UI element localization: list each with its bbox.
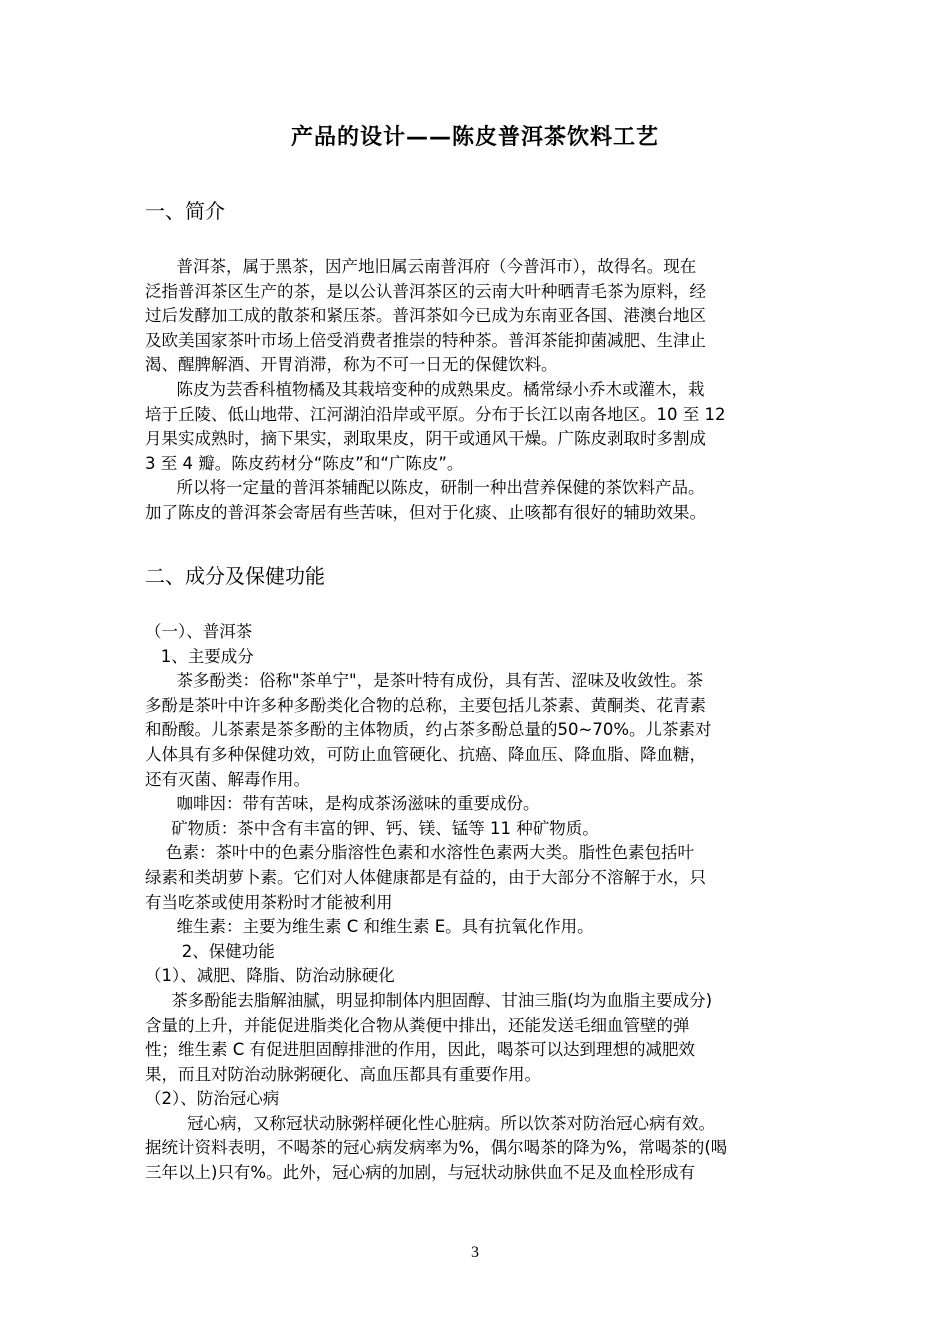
text-line: 色素：茶叶中的色素分脂溶性色素和水溶性色素两大类。脂性色素包括叶 — [145, 843, 694, 863]
ingredients-paragraphs — [145, 620, 805, 1186]
text-line: 果，而且对防治动脉粥硬化、高血压都具有重要作用。 — [145, 1064, 541, 1084]
text-line: 性；维生素 C 有促进胆固醇排泄的作用，因此，喝茶可以达到理想的减肥效 — [145, 1040, 696, 1060]
text-line: 还有灭菌、解毒作用。 — [145, 769, 310, 789]
text-line: 茶多酚能去脂解油腻，明显抑制体内胆固醇、甘油三脂(均为血脂主要成分) — [145, 990, 713, 1010]
text-line: 矿物质：茶中含有丰富的钾、钙、镁、锰等 11 种矿物质。 — [145, 818, 599, 838]
text-line: 有当吃茶或使用茶粉时才能被利用 — [145, 892, 393, 912]
section-heading-intro: 一、简介 — [145, 199, 225, 223]
text-line: 维生素：主要为维生素 C 和维生素 E。具有抗氧化作用。 — [145, 917, 594, 937]
text-line: 及欧美国家茶叶市场上倍受消费者推崇的特种茶。普洱茶能抑菌减肥、生津止 — [145, 330, 706, 350]
text-line: 三年以上)只有%。此外，冠心病的加剧，与冠状动脉供血不足及血栓形成有 — [145, 1163, 696, 1183]
subheading: 2、保健功能 — [145, 941, 275, 961]
page-number: 3 — [471, 1244, 479, 1261]
text-line: 月果实成熟时，摘下果实，剥取果皮，阴干或通风干燥。广陈皮剥取时多割成 — [145, 429, 706, 449]
text-line: 过后发酵加工成的散茶和紧压茶。普洱茶如今已成为东南亚各国、港澳台地区 — [145, 306, 706, 326]
text-line: 多酚是茶叶中许多种多酚类化合物的总称，主要包括儿茶素、黄酮类、花青素 — [145, 695, 706, 715]
text-line: 普洱茶，属于黑茶，因产地旧属云南普洱府（今普洱市），故得名。现在 — [145, 257, 697, 276]
text-line: 3 至 4 瓣。陈皮药材分“陈皮”和“广陈皮”。 — [145, 453, 464, 473]
intro-paragraphs — [145, 255, 805, 526]
subheading: （一）、普洱茶 — [145, 622, 253, 641]
text-line: 所以将一定量的普洱茶辅配以陈皮，研制一种出营养保健的茶饮料产品。 — [145, 478, 705, 498]
subheading: （2）、防治冠心病 — [145, 1089, 280, 1109]
text-line: 和酚酸。儿茶素是茶多酚的主体物质，约占茶多酚总量的50~70%。儿茶素对 — [145, 720, 712, 740]
text-line: 渴、醒脾解酒、开胃消滞，称为不可一日无的保健饮料。 — [145, 355, 558, 375]
subheading: （1）、减肥、降脂、防治动脉硬化 — [145, 966, 395, 986]
text-line: 陈皮为芸香科植物橘及其栽培变种的成熟果皮。橘常绿小乔木或灌木，栽 — [145, 379, 705, 399]
text-line: 绿素和类胡萝卜素。它们对人体健康都是有益的，由于大部分不溶解于水，只 — [145, 867, 706, 887]
text-line: 咖啡因：带有苦味，是构成茶汤滋味的重要成份。 — [145, 794, 540, 814]
text-line: 培于丘陵、低山地带、江河湖泊沿岸或平原。分布于长江以南各地区。10 至 12 — [145, 404, 726, 424]
subheading: 1、主要成分 — [145, 646, 254, 666]
page-title: 产品的设计——陈皮普洱茶饮料工艺 — [290, 125, 659, 150]
text-line: 冠心病，又称冠状动脉粥样硬化性心脏病。所以饮茶对防治冠心病有效。 — [145, 1113, 715, 1133]
text-line: 泛指普洱茶区生产的茶，是以公认普洱茶区的云南大叶种晒青毛茶为原料，经 — [145, 281, 706, 301]
text-line: 人体具有多种保健功效，可防止血管硬化、抗癌、降血压、降血脂、降血糖， — [145, 744, 706, 764]
text-line: 据统计资料表明，不喝茶的冠心病发病率为%，偶尔喝茶的降为%，常喝茶的(喝 — [145, 1138, 728, 1158]
text-line: 茶多酚类：俗称"茶单宁"，是茶叶特有成份，具有苦、涩味及收敛性。茶 — [145, 671, 704, 691]
section-heading-ingredients: 二、成分及保健功能 — [145, 564, 325, 588]
text-line: 含量的上升，并能促进脂类化合物从粪便中排出，还能发送毛细血管壁的弹 — [145, 1015, 690, 1035]
text-line: 加了陈皮的普洱茶会寄居有些苦味，但对于化痰、止咳都有很好的辅助效果。 — [145, 502, 706, 522]
